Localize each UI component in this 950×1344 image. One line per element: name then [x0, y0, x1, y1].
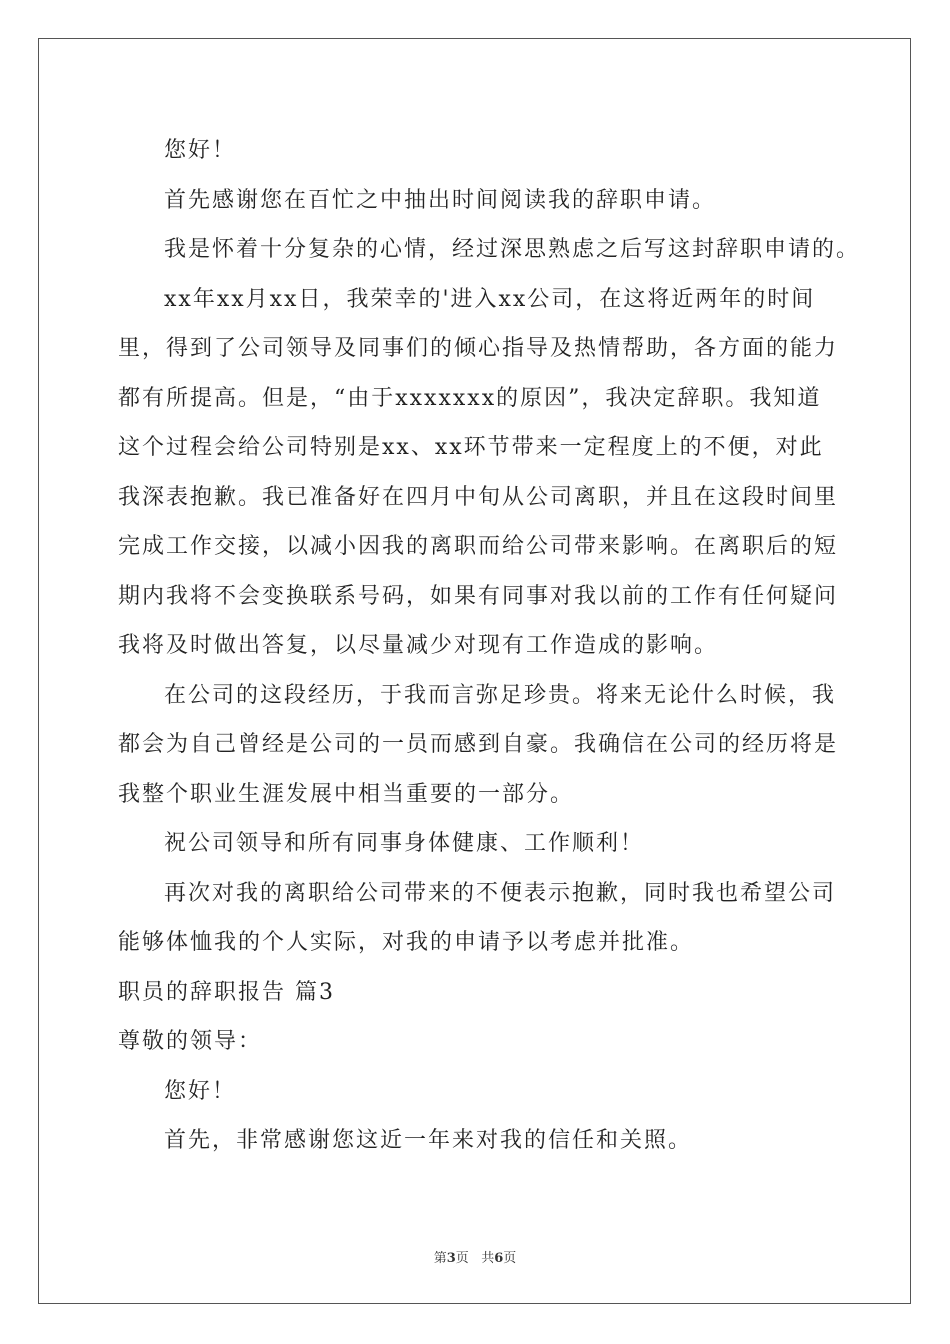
text-line: 您好！	[164, 138, 237, 163]
text-line: 尊敬的领导：	[118, 1029, 263, 1054]
text-line: 我将及时做出答复，以尽量减少对现有工作造成的影响。	[118, 633, 719, 658]
text-line: 完成工作交接，以减小因我的离职而给公司带来影响。在离职后的短	[118, 534, 839, 559]
text-line: 祝公司领导和所有同事身体健康、工作顺利！	[164, 831, 645, 856]
paragraph	[118, 968, 858, 1018]
text-line: 都会为自己曾经是公司的一员而感到自豪。我确信在公司的经历将是	[118, 732, 839, 757]
text-line: 能够体恤我的个人实际，对我的申请予以考虑并批准。	[118, 930, 695, 955]
total-prefix: 共	[481, 1251, 495, 1266]
paragraph	[118, 176, 858, 226]
page-footer	[0, 1247, 950, 1266]
text-line: 我是怀着十分复杂的心情，经过深思熟虑之后写这封辞职申请的。	[164, 237, 861, 262]
paragraph	[118, 671, 858, 820]
current-page-number: 3	[446, 1251, 456, 1266]
paragraph	[118, 126, 858, 176]
page-suffix: 页	[455, 1251, 469, 1266]
text-line: xx年xx月xx日，我荣幸的'进入xx公司，在这将近两年的时间	[164, 286, 816, 312]
text-line: 首先，非常感谢您这近一年来对我的信任和关照。	[164, 1128, 693, 1153]
text-line: 在公司的这段经历，于我而言弥足珍贵。将来无论什么时候，我	[164, 682, 837, 708]
paragraph	[118, 1067, 858, 1117]
text-line: 都有所提高。但是，“由于xxxxxxx的原因”，我决定辞职。我知道	[118, 385, 822, 411]
paragraph	[118, 1017, 858, 1067]
paragraph	[118, 869, 858, 968]
text-line: 里，得到了公司领导及同事们的倾心指导及热情帮助，各方面的能力	[118, 336, 839, 361]
text-line: 期内我将不会变换联系号码，如果有同事对我以前的工作有任何疑问	[118, 583, 839, 609]
page-prefix: 第	[433, 1251, 447, 1266]
total-pages-number: 6	[494, 1251, 504, 1266]
paragraph	[118, 225, 861, 275]
text-line: 我深表抱歉。我已准备好在四月中旬从公司离职，并且在这段时间里	[118, 484, 839, 510]
paragraph	[118, 819, 858, 869]
paragraph	[118, 1116, 858, 1166]
total-suffix: 页	[503, 1251, 517, 1266]
text-line: 职员的辞职报告 篇3	[118, 979, 335, 1005]
document-body	[118, 126, 861, 1166]
text-line: 这个过程会给公司特别是xx、xx环节带来一定程度上的不便，对此	[118, 435, 824, 460]
text-line: 我整个职业生涯发展中相当重要的一部分。	[118, 781, 575, 807]
text-line: 首先感谢您在百忙之中抽出时间阅读我的辞职申请。	[164, 187, 717, 213]
text-line: 您好！	[164, 1078, 237, 1104]
text-line: 再次对我的离职给公司带来的不便表示抱歉，同时我也希望公司	[164, 880, 837, 906]
paragraph	[118, 275, 858, 671]
